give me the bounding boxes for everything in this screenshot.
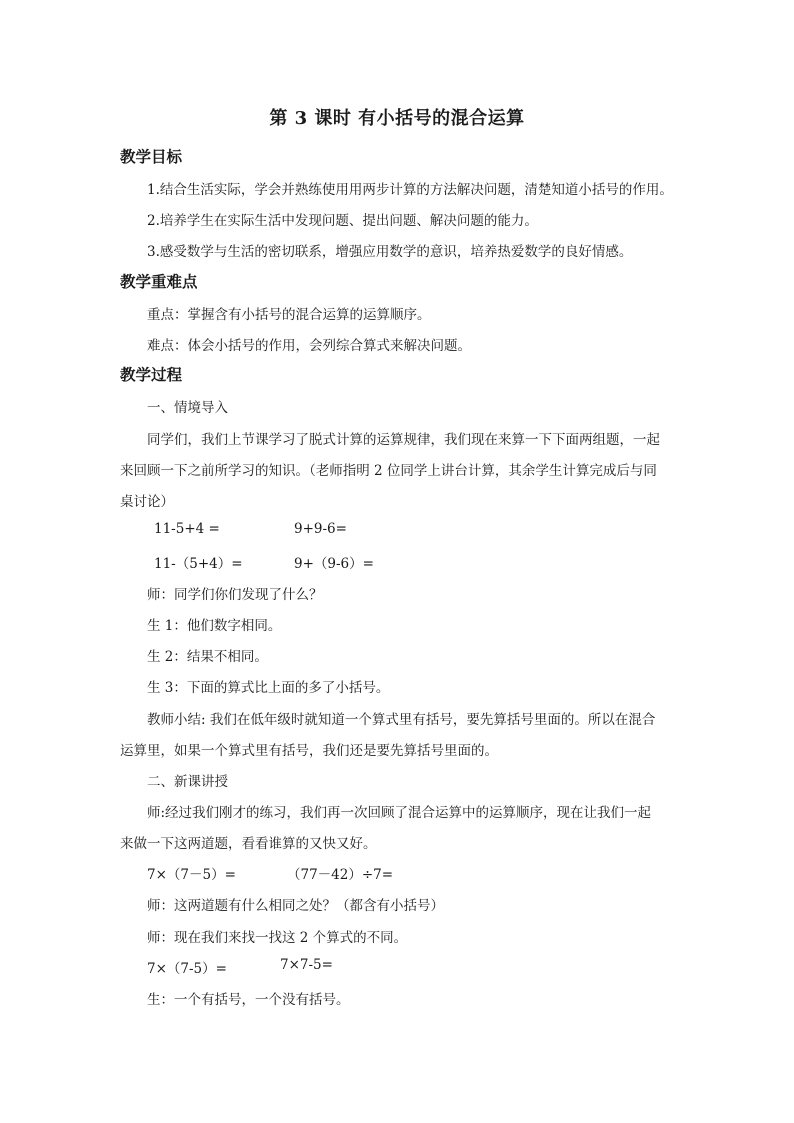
summary-line: 教师小结: 我们在低年级时就知道一个算式里有括号，要先算括号里面的。所以在混合: [147, 712, 656, 728]
goal-item: 3.感受数学与生活的密切联系，增强应用数学的意识，培养热爱数学的良好情感。: [147, 244, 633, 260]
exercise-expression: 11-（5+4）=: [154, 556, 243, 572]
exercise-row: [0, 957, 794, 977]
lesson-title: 第 3 课时 有小括号的混合运算: [269, 108, 525, 129]
dialogue-line: 生 2：结果不相同。: [147, 649, 268, 665]
heading-key-points: 教学重难点: [120, 272, 198, 291]
paragraph-line: 来做一下这两道题，看看谁算的又快又好。: [120, 836, 377, 852]
exercise-row: [0, 521, 794, 541]
teacher-question: 师：这两道题有什么相同之处？（都含有小括号）: [147, 898, 444, 914]
paragraph-line: 同学们，我们上节课学习了脱式计算的运算规律，我们现在来算一下下面两组题，一起: [147, 432, 660, 448]
part1-heading: 一、情境导入: [147, 400, 228, 416]
heading-teaching-goals: 教学目标: [120, 147, 183, 166]
exercise-expression: 9+9-6=: [294, 521, 347, 537]
exercise-expression: 9+（9-6）=: [294, 556, 374, 572]
paragraph-line: 桌讨论）: [120, 494, 174, 510]
exercise-expression: 7×（7-5）=: [147, 961, 227, 977]
goal-item: 2.培养学生在实际生活中发现问题、提出问题、解决问题的能力。: [147, 213, 538, 229]
exercise-row: [0, 552, 794, 572]
paragraph-line: 来回顾一下之前所学习的知识。（老师指明 2 位同学上讲台计算，其余学生计算完成后与同: [120, 463, 657, 479]
dialogue-line: 生 3：下面的算式比上面的多了小括号。: [147, 680, 390, 696]
exercise-row: [0, 863, 794, 883]
exercise-expression: 7×（7－5）=: [147, 867, 236, 883]
part2-heading: 二、新课讲授: [147, 774, 228, 790]
key-point-item: 重点：掌握含有小括号的混合运算的运算顺序。: [147, 307, 431, 323]
goal-item: 1.结合生活实际，学会并熟练使用用两步计算的方法解决问题，清楚知道小括号的作用。: [147, 182, 673, 198]
teacher-question: 师：现在我们来找一找这 2 个算式的不同。: [147, 930, 408, 946]
heading-teaching-process: 教学过程: [120, 365, 183, 384]
exercise-expression: 7×7-5=: [280, 957, 333, 973]
dialogue-line: 生 1：他们数字相同。: [147, 618, 282, 634]
exercise-expression: 11-5+4 =: [154, 521, 220, 537]
summary-line: 运算里，如果一个算式里有括号，我们还是要先算括号里面的。: [120, 743, 498, 759]
dialogue-line: 师：同学们你们发现了什么？: [147, 587, 323, 603]
student-answer: 生：一个有括号，一个没有括号。: [147, 992, 350, 1008]
key-point-item: 难点：体会小括号的作用，会列综合算式来解决问题。: [147, 338, 471, 354]
exercise-expression: （77－42）÷7=: [287, 867, 394, 883]
paragraph-line: 师:经过我们刚才的练习，我们再一次回顾了混合运算中的运算顺序，现在让我们一起: [147, 805, 652, 821]
